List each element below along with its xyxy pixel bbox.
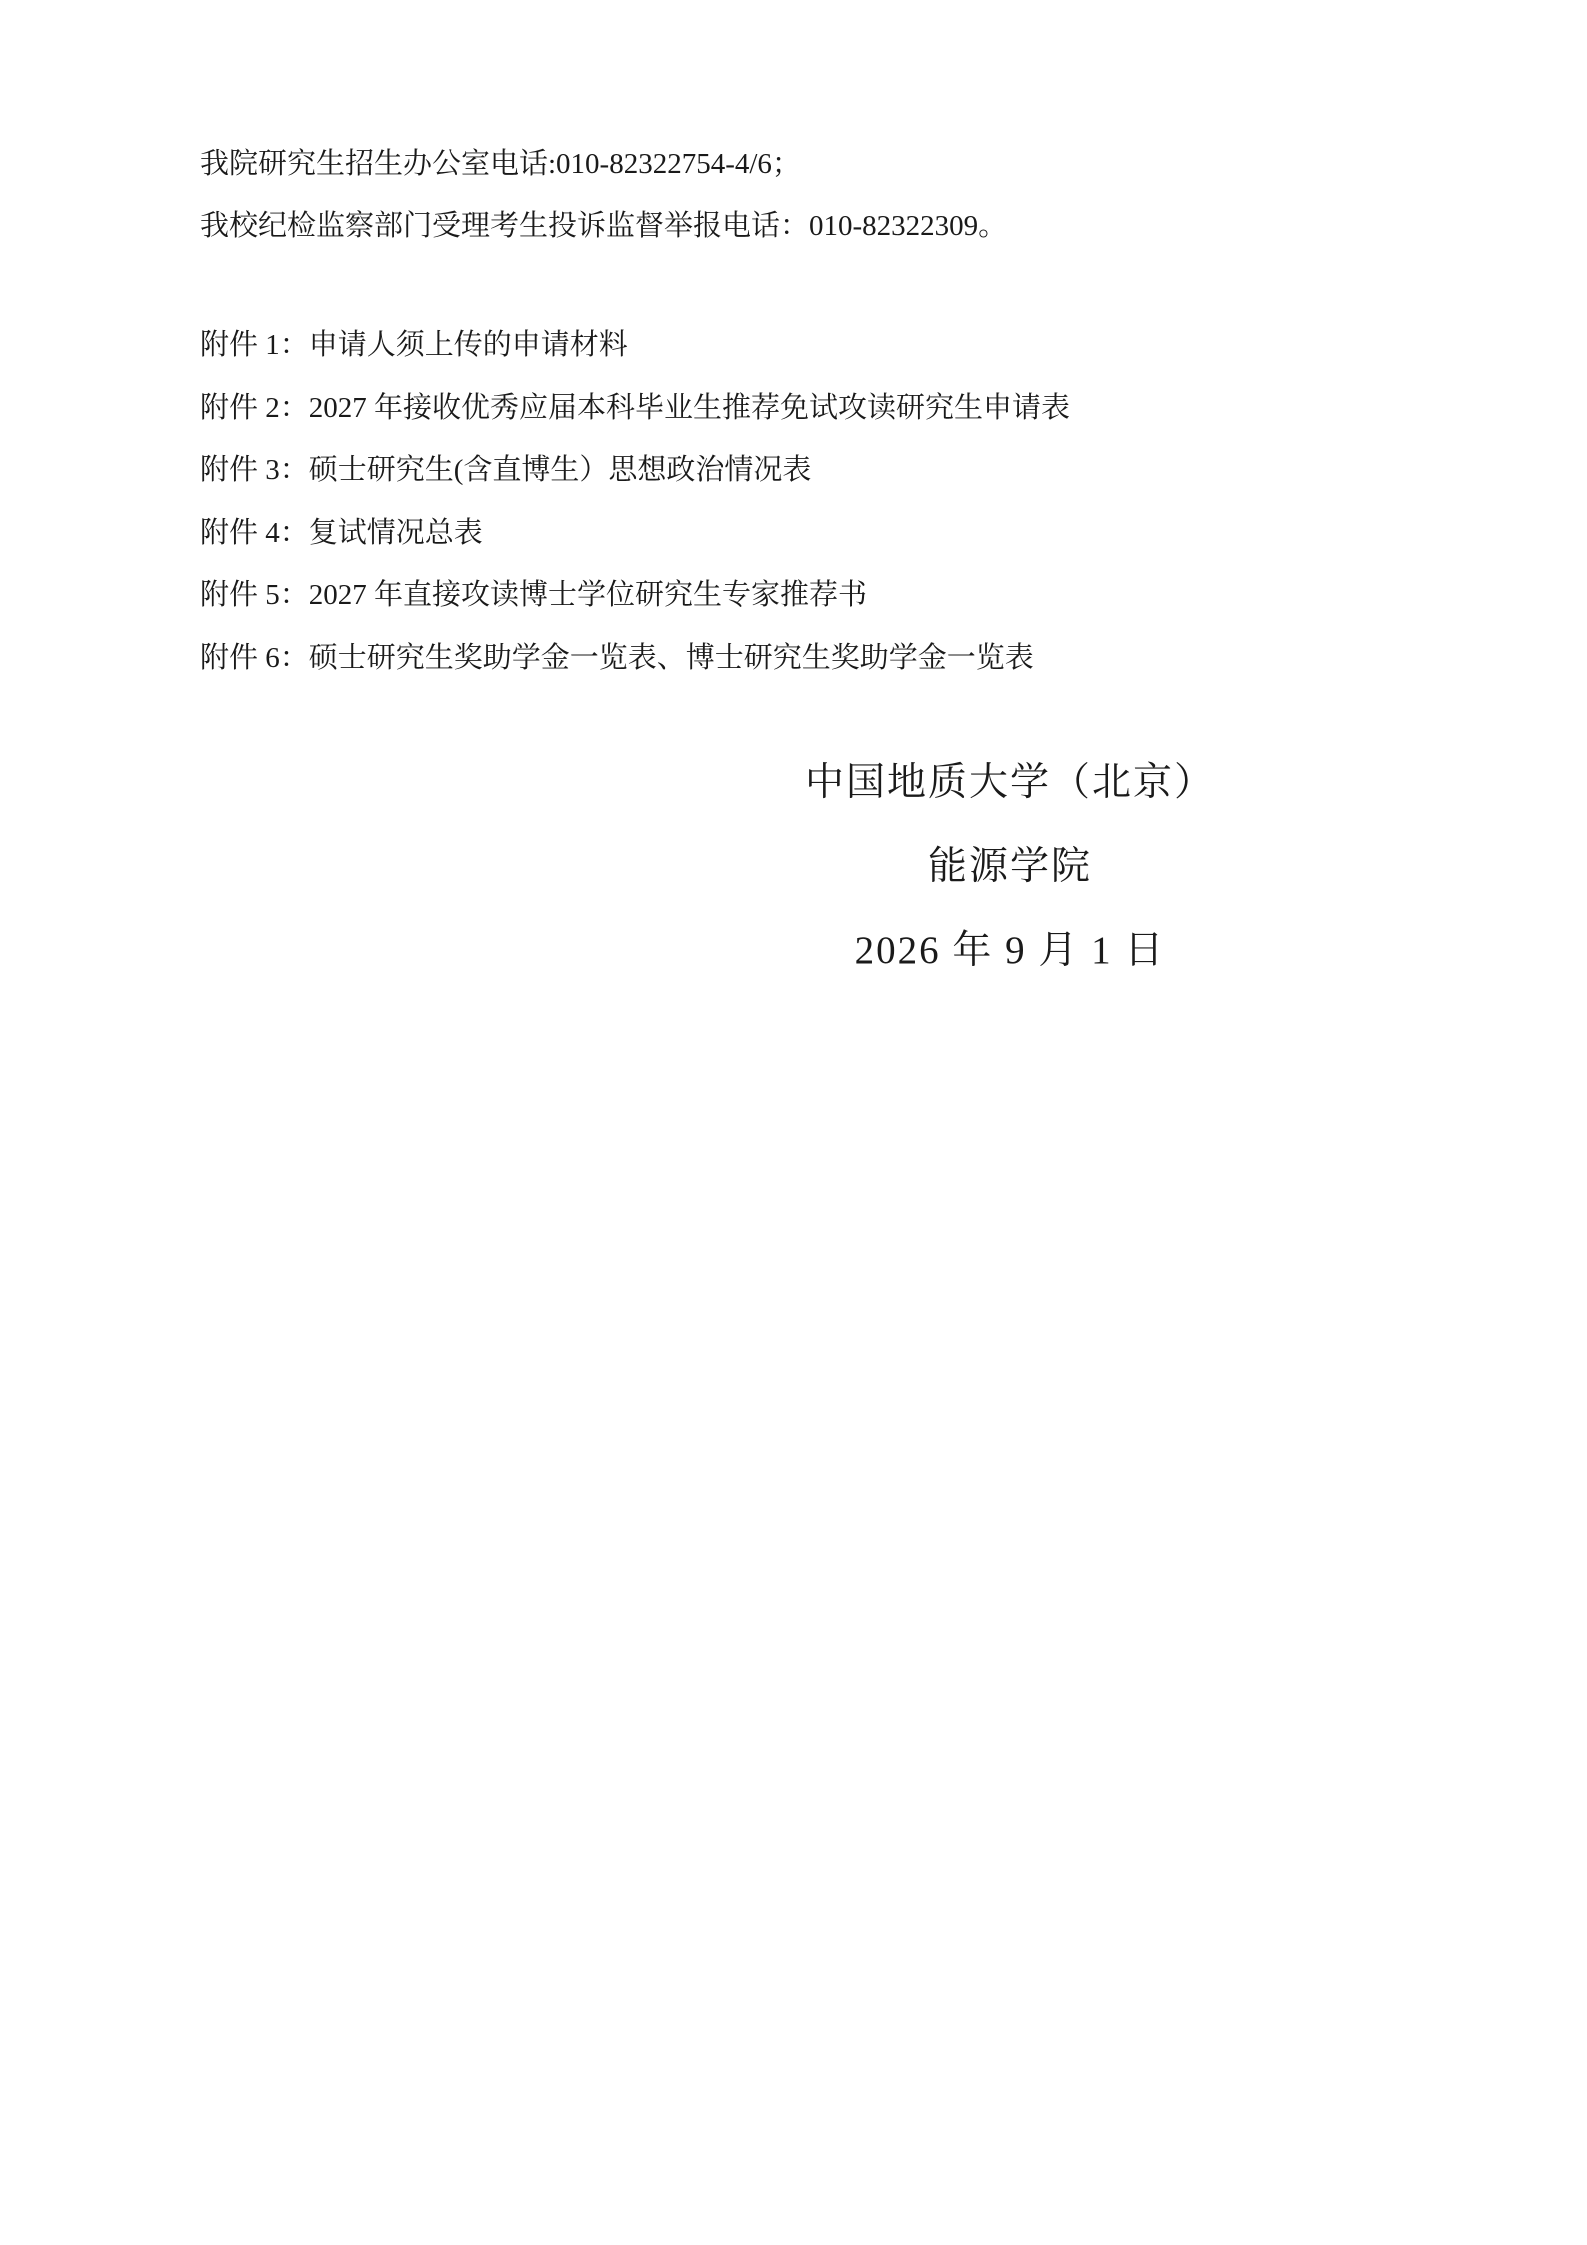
university-name: 中国地质大学（北京）	[804, 761, 1215, 804]
attachment-item-6: 附件 6：硕士研究生奖助学金一览表、博士研究生奖助学金一览表	[200, 641, 1034, 674]
contact-info	[200, 145, 1400, 269]
school-name: 能源学院	[927, 845, 1092, 888]
issue-date: 2026 年 9 月 1 日	[854, 929, 1166, 972]
signature-block	[760, 758, 1260, 1010]
attachment-item-5: 附件 5：2027 年直接攻读博士学位研究生专家推荐书	[200, 579, 868, 611]
attachment-list	[200, 326, 1400, 701]
office-phone-line: 我院研究生招生办公室电话:010-82322754-4/6；	[200, 148, 801, 180]
attachment-item-4: 附件 4：复试情况总表	[200, 516, 483, 549]
attachment-item-1: 附件 1：申请人须上传的申请材料	[200, 329, 628, 361]
attachment-item-3: 附件 3：硕士研究生(含直博生）思想政治情况表	[200, 454, 812, 486]
complaint-phone-line: 我校纪检监察部门受理考生投诉监督举报电话：010-82322309。	[200, 210, 1008, 242]
attachment-item-2: 附件 2：2027 年接收优秀应届本科毕业生推荐免试攻读研究生申请表	[200, 391, 1071, 424]
